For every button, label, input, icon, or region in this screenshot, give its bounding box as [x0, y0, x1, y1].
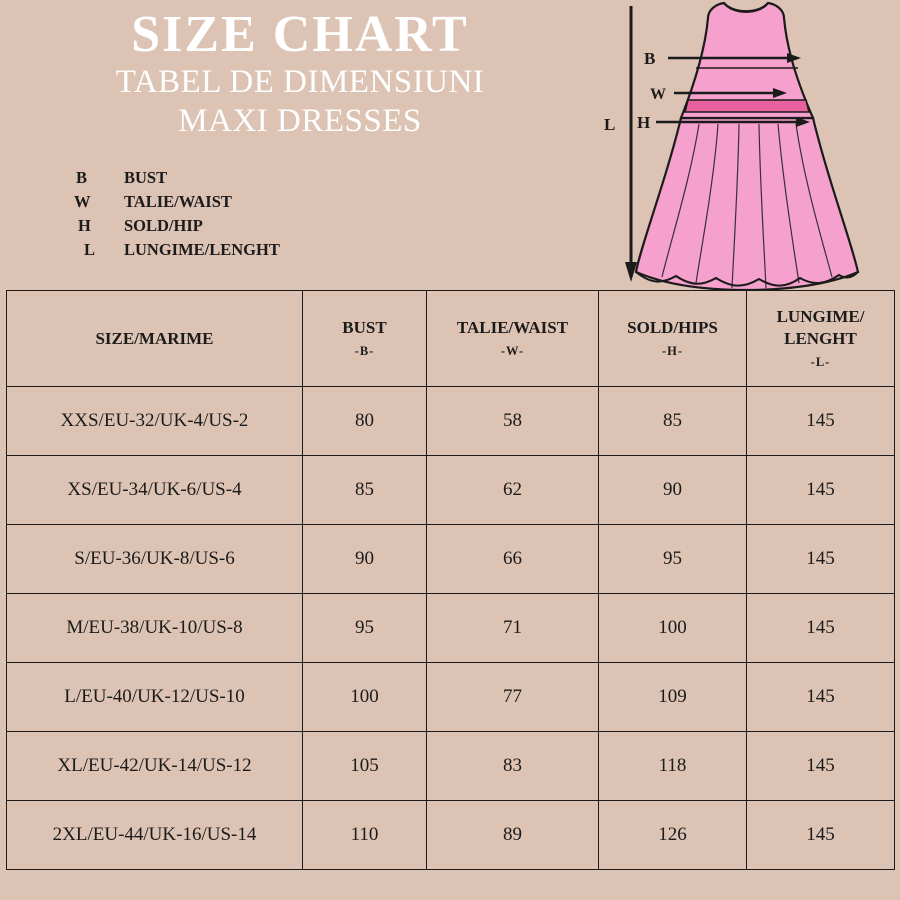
table-row [7, 663, 895, 732]
column-header-waist-label: TALIE/WAIST [456, 318, 569, 338]
column-header-bust-code: -B- [354, 344, 375, 359]
column-header-waist-code: -W- [500, 344, 525, 359]
dress-label-b: B [644, 49, 656, 68]
column-header-length-label: LUNGIME/ LENGHT [776, 307, 865, 348]
cell-length: 145 [747, 594, 895, 663]
column-header-hips [599, 291, 747, 387]
cell-bust: 90 [303, 525, 427, 594]
cell-size: M/EU-38/UK-10/US-8 [7, 594, 303, 663]
table-row [7, 594, 895, 663]
cell-bust: 85 [303, 456, 427, 525]
cell-hips: 95 [599, 525, 747, 594]
dress-label-h: H [637, 113, 651, 132]
dress-illustration [596, 0, 896, 290]
cell-waist: 62 [427, 456, 599, 525]
legend-key-w: W [74, 192, 91, 211]
cell-waist: 71 [427, 594, 599, 663]
legend-item-hip [72, 216, 280, 240]
table-row [7, 732, 895, 801]
table-header-row [7, 291, 895, 387]
legend-key-h: H [78, 216, 91, 235]
legend-item-bust [72, 168, 280, 192]
cell-waist: 66 [427, 525, 599, 594]
table-row [7, 456, 895, 525]
cell-length: 145 [747, 525, 895, 594]
cell-length: 145 [747, 801, 895, 870]
cell-hips: 118 [599, 732, 747, 801]
legend-value-b: BUST [124, 168, 168, 187]
cell-length: 145 [747, 456, 895, 525]
cell-size: L/EU-40/UK-12/US-10 [7, 663, 303, 732]
table-header-row-group [7, 291, 895, 387]
cell-size: XXS/EU-32/UK-4/US-2 [7, 387, 303, 456]
column-header-waist [427, 291, 599, 387]
size-table-container [6, 290, 894, 870]
column-header-bust [303, 291, 427, 387]
legend-item-waist [72, 192, 280, 216]
legend-key-b: B [76, 168, 88, 187]
cell-bust: 110 [303, 801, 427, 870]
measurement-legend [72, 168, 280, 264]
cell-bust: 95 [303, 594, 427, 663]
page-subtitle-line1: TABEL DE DIMENSIUNI [115, 63, 485, 100]
column-header-hips-code: -H- [661, 344, 684, 359]
table-row [7, 525, 895, 594]
table-body [7, 387, 895, 870]
legend-value-h: SOLD/HIP [124, 216, 203, 235]
cell-bust: 100 [303, 663, 427, 732]
cell-hips: 109 [599, 663, 747, 732]
title-block [0, 8, 600, 140]
header-section [0, 0, 900, 290]
cell-waist: 89 [427, 801, 599, 870]
cell-length: 145 [747, 387, 895, 456]
legend-value-w: TALIE/WAIST [124, 192, 232, 211]
cell-bust: 80 [303, 387, 427, 456]
cell-hips: 100 [599, 594, 747, 663]
size-chart-table [6, 290, 895, 870]
cell-hips: 126 [599, 801, 747, 870]
page-subtitle-line2: MAXI DRESSES [178, 102, 422, 139]
column-header-length-code: -L- [810, 354, 831, 369]
legend-key-l: L [84, 240, 96, 259]
cell-size: 2XL/EU-44/UK-16/US-14 [7, 801, 303, 870]
page-title: SIZE CHART [131, 6, 469, 63]
legend-value-l: LUNGIME/LENGHT [124, 240, 280, 259]
column-header-size-label: SIZE/MARIME [95, 328, 214, 348]
column-header-hips-label: SOLD/HIPS [627, 318, 718, 338]
bust-arrow-head [787, 53, 801, 63]
waistband [685, 100, 809, 112]
column-header-bust-label: BUST [342, 318, 387, 338]
cell-waist: 77 [427, 663, 599, 732]
column-header-length [747, 291, 895, 387]
cell-hips: 90 [599, 456, 747, 525]
cell-bust: 105 [303, 732, 427, 801]
dress-diagram-svg [596, 0, 896, 290]
cell-size: XL/EU-42/UK-14/US-12 [7, 732, 303, 801]
cell-hips: 85 [599, 387, 747, 456]
cell-size: S/EU-36/UK-8/US-6 [7, 525, 303, 594]
column-header-size [7, 291, 303, 387]
cell-waist: 83 [427, 732, 599, 801]
dress-label-l: L [604, 115, 616, 134]
cell-length: 145 [747, 732, 895, 801]
table-row [7, 387, 895, 456]
cell-size: XS/EU-34/UK-6/US-4 [7, 456, 303, 525]
legend-item-length [72, 240, 280, 264]
dress-skirt-shape [636, 118, 858, 290]
dress-label-w: W [650, 86, 666, 103]
cell-length: 145 [747, 663, 895, 732]
table-row [7, 801, 895, 870]
cell-waist: 58 [427, 387, 599, 456]
